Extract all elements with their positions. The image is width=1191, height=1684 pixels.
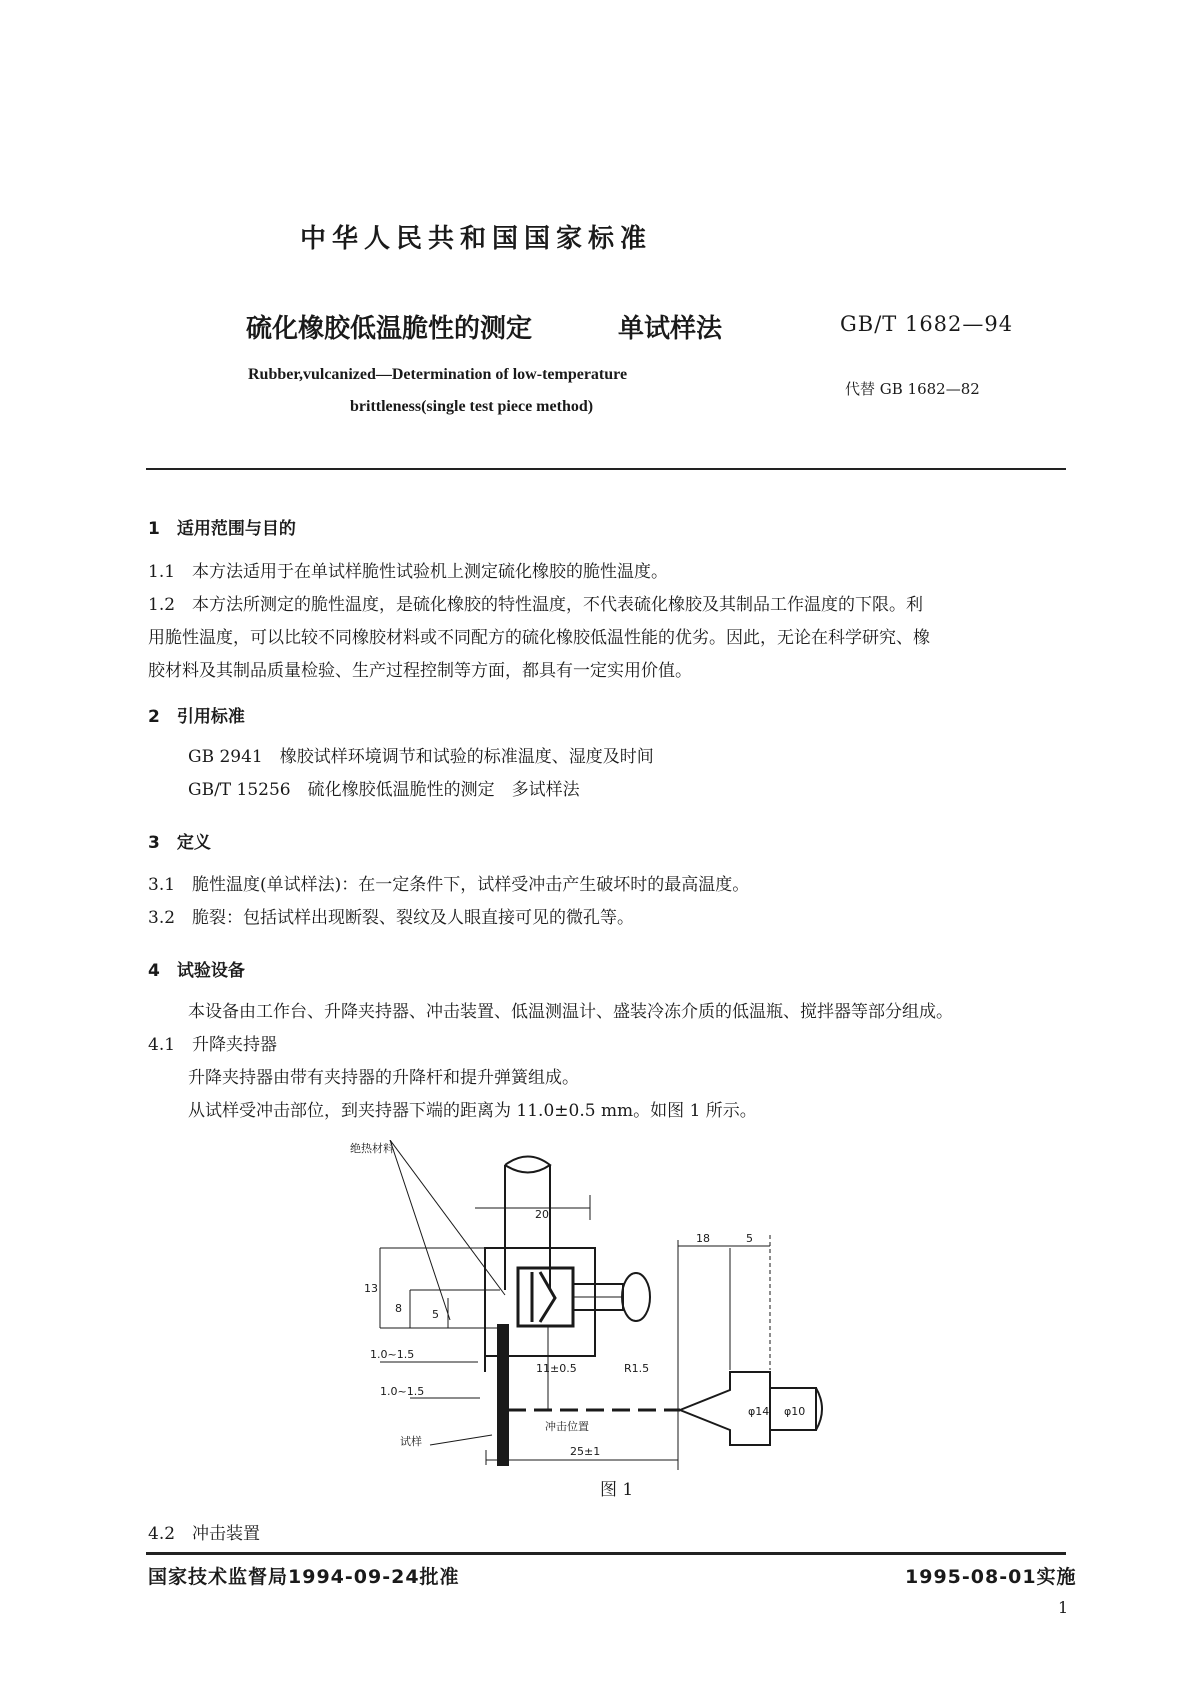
title-en-line2: brittleness(single test piece method): [350, 398, 594, 415]
reference-gb2941: GB 2941 橡胶试样环境调节和试验的标准温度、湿度及时间: [188, 747, 654, 767]
lifting-rod: [505, 1165, 550, 1290]
clause-3-2: 3.2 脆裂：包括试样出现断裂、裂纹及人眼直接可见的微孔等。: [148, 908, 635, 928]
label-specimen: 试样: [400, 1435, 422, 1448]
dim-phi14-label: φ14: [748, 1405, 770, 1418]
clause-1-1: 1.1 本方法适用于在单试样脆性试验机上测定硫化橡胶的脆性温度。: [148, 562, 669, 582]
rod-break-ellipse: [505, 1157, 550, 1173]
section-4-heading: 4 试验设备: [148, 961, 245, 981]
dim-r-label: R1.5: [624, 1362, 650, 1375]
footer-rule: [146, 1552, 1066, 1555]
reference-gbt15256: GB/T 15256 硫化橡胶低温脆性的测定 多试样法: [188, 780, 580, 800]
dim-5b-label: 5: [746, 1232, 753, 1245]
label-insulation: 绝热材料: [350, 1142, 394, 1155]
dim-8-label: 8: [395, 1302, 402, 1315]
clause-4-1-para1: 升降夹持器由带有夹持器的升降杆和提升弹簧组成。: [188, 1068, 579, 1088]
clause-4-2-heading: 4.2 冲击装置: [148, 1524, 261, 1544]
title-cn-part1: 硫化橡胶低温脆性的测定: [246, 314, 533, 344]
figure-1-drawing: [350, 1140, 870, 1470]
approval-line: 国家技术监督局1994-09-24批准: [148, 1566, 460, 1588]
dim-13-label: 13: [364, 1282, 378, 1295]
org-title: 中华人民共和国国家标准: [300, 224, 653, 254]
section-3-heading: 3 定义: [148, 833, 211, 853]
section-2-heading: 2 引用标准: [148, 707, 245, 727]
dim-5a-label: 5: [432, 1308, 439, 1321]
clause-3-1: 3.1 脆性温度(单试样法)：在一定条件下，试样受冲击产生破坏时的最高温度。: [148, 875, 750, 895]
label-impact-position: 冲击位置: [545, 1420, 589, 1433]
title-cn-part2: 单试样法: [618, 314, 723, 344]
page-number: 1: [1058, 1598, 1069, 1617]
clamp-inner: [518, 1268, 573, 1326]
figure-1-caption: 图 1: [600, 1480, 634, 1500]
clause-1-2-line2: 用脆性温度，可以比较不同橡胶材料或不同配方的硫化橡胶低温性能的优劣。因此，无论在科学研究、橡: [148, 628, 930, 648]
specimen: [498, 1325, 508, 1465]
clause-4-1-heading: 4.1 升降夹持器: [148, 1035, 278, 1055]
section-4-intro: 本设备由工作台、升降夹持器、冲击装置、低温测温计、盛装冷冻介质的低温瓶、搅拌器等部分组成。: [188, 1002, 953, 1022]
replaces-standard: 代替 GB 1682—82: [845, 380, 980, 398]
clause-1-2-line3: 胶材料及其制品质量检验、生产过程控制等方面，都具有一定实用价值。: [148, 661, 692, 681]
section-1-heading: 1 适用范围与目的: [148, 519, 296, 539]
title-en-line1: Rubber,vulcanized—Determination of low-temperature: [248, 366, 628, 383]
dim-phi10-label: φ10: [784, 1405, 806, 1418]
dim-gap1-label: 1.0~1.5: [370, 1348, 415, 1361]
header-rule: [146, 468, 1066, 470]
dim-20-label: 20: [535, 1208, 549, 1221]
dim-gap2-label: 1.0~1.5: [380, 1385, 425, 1398]
effective-date: 1995-08-01实施: [905, 1566, 1077, 1588]
dim-18-label: 18: [696, 1232, 710, 1245]
clause-4-1-para2: 从试样受冲击部位，到夹持器下端的距离为 11.0±0.5 mm。如图 1 所示。: [188, 1101, 757, 1121]
dim-25-label: 25±1: [570, 1445, 601, 1458]
standard-number: GB/T 1682—94: [840, 312, 1014, 336]
clause-1-2-line1: 1.2 本方法所测定的脆性温度，是硫化橡胶的特性温度，不代表硫化橡胶及其制品工作温度的下限。利: [148, 595, 924, 615]
dim-11-label: 11±0.5: [536, 1362, 577, 1375]
